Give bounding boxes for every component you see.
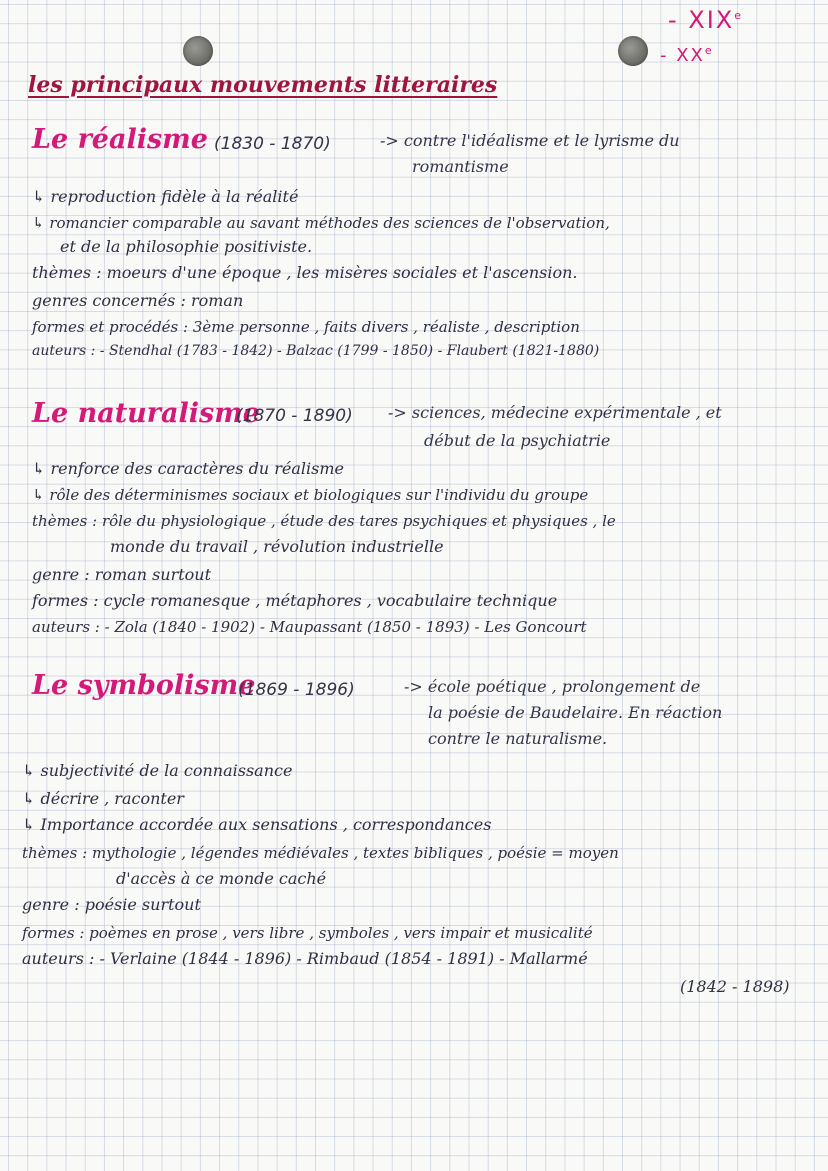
section-line: auteurs : - Stendhal (1783 - 1842) - Balzac (1799 - 1850) - Flaubert (1821-1880): [32, 343, 600, 359]
section-description-cont: romantisme: [412, 157, 509, 176]
section-title: Le symbolisme: [32, 670, 256, 701]
section-line: ↳ décrire , raconter: [22, 789, 184, 808]
section-line: ↳ Importance accordée aux sensations , correspondances: [22, 815, 492, 834]
section-line: ↳ subjectivité de la connaissance: [22, 761, 293, 780]
section-line: formes : poèmes en prose , vers libre , symboles , vers impair et musicalité: [22, 924, 593, 942]
section-line: ↳ romancier comparable au savant méthodes des sciences de l'observation,: [32, 214, 610, 232]
page-title: les principaux mouvements litteraires: [28, 72, 498, 98]
section-dates: (1870 - 1890): [236, 406, 353, 426]
section-description: -> école poétique , prolongement de: [404, 677, 701, 696]
section-dates: (1830 - 1870): [214, 134, 331, 154]
section-line: et de la philosophie positiviste.: [60, 237, 313, 256]
section-line: genre : roman surtout: [32, 565, 212, 584]
century-xx-sup: e: [704, 44, 714, 57]
section-line: thèmes : moeurs d'une époque , les misères sociales et l'ascension.: [32, 263, 578, 282]
section-title: Le naturalisme: [32, 398, 260, 429]
section-line: genre : poésie surtout: [22, 895, 201, 914]
section-header: [0, 670, 828, 748]
section-description: -> contre l'idéalisme et le lyrisme du: [380, 131, 680, 150]
section-line: d'accès à ce monde caché: [116, 869, 327, 888]
section-title: Le réalisme: [32, 124, 208, 155]
punch-hole-right: [618, 36, 648, 66]
section-description-cont: contre le naturalisme.: [428, 729, 608, 748]
section-line: ↳ reproduction fidèle à la réalité: [32, 187, 299, 206]
section-line: monde du travail , révolution industrielle: [110, 537, 444, 556]
punch-hole-left: [183, 36, 213, 66]
section-realisme: [0, 124, 828, 359]
section-naturalisme: [0, 398, 828, 636]
section-header: [0, 124, 828, 176]
century-xix-sup: e: [734, 9, 744, 22]
century-xx: - XX: [660, 45, 705, 66]
century-mark-2: [660, 44, 714, 66]
century-xix: - XIX: [668, 6, 735, 34]
century-mark: [668, 6, 743, 34]
section-description-cont: la poésie de Baudelaire. En réaction: [428, 703, 723, 722]
section-line: formes : cycle romanesque , métaphores , vocabulaire technique: [32, 591, 558, 610]
section-description-cont: début de la psychiatrie: [424, 431, 611, 450]
section-line: formes et procédés : 3ème personne , faits divers , réaliste , description: [32, 318, 580, 336]
section-line: genres concernés : roman: [32, 291, 244, 310]
section-line: ↳ rôle des déterminismes sociaux et biologiques sur l'individu du groupe: [32, 486, 589, 504]
section-description: -> sciences, médecine expérimentale , et: [388, 403, 722, 422]
section-symbolisme: [0, 670, 828, 996]
section-dates: (1869 - 1896): [238, 680, 355, 700]
section-header: [0, 398, 828, 450]
section-line: thèmes : rôle du physiologique , étude des tares psychiques et physiques , le: [32, 512, 616, 530]
section-line: (1842 - 1898): [680, 977, 790, 996]
section-line: auteurs : - Zola (1840 - 1902) - Maupassant (1850 - 1893) - Les Goncourt: [32, 618, 587, 636]
section-line: auteurs : - Verlaine (1844 - 1896) - Rimbaud (1854 - 1891) - Mallarmé: [22, 949, 588, 968]
section-line: ↳ renforce des caractères du réalisme: [32, 459, 344, 478]
section-line: thèmes : mythologie , légendes médiévales , textes bibliques , poésie = moyen: [22, 844, 619, 862]
